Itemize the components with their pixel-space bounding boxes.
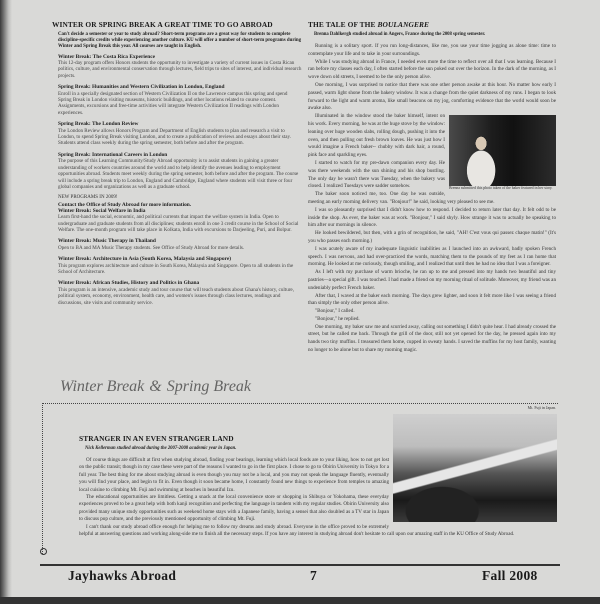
article-boulangere	[308, 20, 556, 355]
title-text: THE TALE OF THE	[308, 20, 378, 29]
baker-photo-figure	[449, 115, 556, 191]
paragraph: Running is a solitary sport. If you run long-distances, like me, you use your time jogging as alone time: time to contemplate your life and to take in your surroundings.	[308, 43, 556, 57]
footer-page-number: 7	[310, 568, 318, 583]
title-italic-text: BOULANGERE	[377, 20, 430, 29]
article-byline: Nick Kellerman studied abroad during the 2007-2008 academic year in Japan.	[85, 446, 237, 451]
program-description: Learn first-hand the social, economic, and political currents that impact the welfare system in India. Open to undergraduate and graduate students from all disciplines; students enroll in one 3 credit course in the School of Social Welfare. The one-month program will take place in Kolkata, India with excursions to Darjeeling, Puri, and Bolpur.	[58, 214, 299, 233]
paragraph: Of course things are difficult at first when studying abroad, finding your bearings, learning which local foods are to your liking, how to not get lost on the public transit; though in my case these were part of the reasons I wanted to go in the first place. I chose to go to Obirin University in Tokyo for a full year. The best thing for me about studying abroad is even though you may not be a local, and you may not speak the language fluently, eventually you will find your place, and begin to fit in. Even though it soon became home, I constantly found new things to experience from temples to amazing local cuisine to climbing Mt. Fuji and swimming at beaches in beautiful Izu.	[79, 457, 389, 493]
program-item	[58, 256, 302, 275]
program-description: Open to BA and MA Music Therapy students. See Office of Study Abroad for more details.	[58, 244, 245, 251]
paragraph: The baker soon noticed me, too. One day he was outside, meeting an early morning delivery van. "Bonjour!" he said, looking very pleased to see me.	[308, 191, 495, 205]
footer-issue: Fall 2008	[482, 568, 538, 583]
photo-caption: Brenna submitted this photo taken of the baker featured in her story.	[449, 186, 553, 191]
paragraph: I can't thank our study abroad office enough for helping me to follow my dreams and study abroad. Everyone in the office proved to be extremely helpful at answering questions and working along-side me to finish all the necessary steps. If you have any interest in studying abroad don't hesitate to call upon our amazing staff in the KU Office of Study Abroad.	[79, 523, 515, 538]
paragraph: One morning, I was surprised to notice that there was one other person awake at this hour. No matter how early I passed, warm light shone from the bakery window. It was a change from the quiet darkness of my runs. I began to look forward to the light and warm aroma, like small beacons on my jog, comforting evidence that the world would soon be awake also.	[308, 81, 556, 112]
watermark-spring-break: Spring Break	[166, 378, 252, 395]
article-stranger	[79, 406, 557, 538]
program-description: The London Review allows Honors Program and Department of English students to plan and research a visit to London, to spend Spring Break visiting London, and to create a publication of reviews and essays about their stay. Students attend class weekly during the spring semester, both before and after the program.	[58, 127, 291, 147]
program-item	[58, 121, 302, 147]
paragraph: After that, I waved at the baker each morning. The days grew lighter, and soon it felt more like I was seeing a friend than simply the only other person alive.	[308, 292, 556, 307]
program-description: Enroll in a specially designated section of Western Civilization II on the Lawrence campus this spring and spend Spring Break in London visiting museums, historic buildings, and other locations related to course content. Assignments, excursions and free-time activities will integrate Western Civilization II readings with London experiences.	[58, 90, 288, 116]
watermark-ampersand: &	[149, 378, 162, 395]
program-title: Spring Break: Humanities and Western Civilization in London, England	[58, 84, 225, 91]
program-item	[58, 84, 302, 116]
article-byline: Brenna Dahlkergh studied abroad in Angers, France during the 2008 spring semester.	[314, 32, 486, 37]
mt-fuji-photo-figure	[393, 414, 557, 522]
scan-edge-left	[0, 0, 12, 604]
program-item	[58, 152, 302, 190]
program-title: Winter Break: Music Therapy in Thailand	[58, 238, 156, 245]
new-programs-heading: NEW PROGRAMS IN 2009!	[58, 195, 118, 201]
paragraph: One morning, my baker saw me and scurried away, calling out something I didn't quite hear. I had already crossed the street, but he called me back. Through the grill of the door, still not yet opened for the day, he pressed again into my hands two tiny muffins. I treasured them home, cupped in sweaty hands. I saved the muffins for my host family, wanting no longer to be alone but to share my morning magic.	[308, 323, 556, 354]
article-title: WINTER OR SPRING BREAK A GREAT TIME TO GO ABROAD	[52, 20, 273, 29]
article-winter-spring-break	[52, 20, 302, 311]
paragraph: The educational opportunities are limitless. Getting a snack at the local convenience store or shopping in Shibuya or Yokohama, these everyday experiences proved to be a great help with both kanji recognition and perfecting the language in tandem with my regular studies. Obirin University also provided many unique study opportunities such as weekend home stays with a Japanese family, having a sensei that also doubled as a TV star in Japan to discuss pop culture, and the previously mentioned opportunity of climbing Mt. Fuji.	[79, 494, 389, 523]
paragraph: While I was studying abroad in France, I needed even more the time to reflect over all that I was learning. Because I ran before my classes each day, I often started before the sun poked out over the horizon. In the dark of the morning, as I wove down old streets, I seemed to be the only person alive.	[308, 58, 556, 81]
scan-edge-bottom	[0, 597, 600, 604]
program-item	[58, 280, 302, 306]
program-title: Winter Break: Architecture in Asia (South Korea, Malaysia and Singapore)	[58, 256, 232, 263]
footer-publication: Jayhawks Abroad	[68, 568, 177, 583]
program-description: The purpose of this Learning Community/Study Abroad opportunity is to assist students in gaining a greater understanding of workers countries around the world and to help identify the avenues leading to employment opportunities abroad. Students meet weekly during the spring semester, both before and after the program. The course will include a spring break trip to London, England and Cambridge, England where students will visit three or four global companies and organizations as well as a graduate school.	[58, 158, 299, 190]
article-intro: Can't decide a semester or year to study abroad? Short-term programs are a great way for students to complete discipline-specific credits while experiencing another culture. KU will offer a number of short-term programs during Winter and Spring Break this year. All courses are taught in English.	[58, 32, 302, 50]
program-title: Winter Break: Social Welfare in India	[58, 207, 146, 214]
program-item	[58, 208, 302, 234]
program-title: Winter Break: The Costa Rica Experience	[58, 53, 156, 60]
paragraph: He looked bewildered, but then, with a grin of recognition, he said, "AH! C'est vous qui passez chaque matin!" (It's you who passes each morning.)	[308, 230, 556, 244]
article-title	[308, 20, 556, 29]
mt-fuji-photo	[393, 414, 557, 522]
program-item	[58, 54, 302, 80]
paragraph: I started to watch for my pre-dawn companion every day. He was there weekends with the sun shining and his shop bustling. The only day he wasn't there was Tuesday, when the bakery was closed. I realized Tuesdays were sadder somehow.	[308, 159, 445, 190]
program-title: Spring Break: The London Review	[58, 121, 139, 128]
baker-photo	[449, 115, 556, 186]
article-title: STRANGER IN AN EVEN STRANGER LAND	[79, 434, 234, 443]
footer-rule	[40, 564, 560, 566]
program-title: Winter Break: African Studies, History and Politics in Ghana	[58, 280, 200, 287]
watermark-winter-break: Winter Break	[60, 378, 145, 395]
program-description: This 12-day program offers Honors students the opportunity to investigate a variety of current issues in Costa Rican politics, culture, and environmental conservation through lectures, field trips to sites of interest, and individual research projects.	[58, 60, 302, 79]
paragraph: I was acutely aware of my inadequate linguistic inabilities as I launched into an awkward, badly spoken French speech. I was nervous, and had over-practiced the words, matching them to the pounds of my feet as I ran home that morning. He looked at me curiously, though smiling, and I realized that until then he had no idea that I was a foreigner.	[308, 245, 556, 268]
article-stranger-box	[42, 403, 558, 554]
paragraph: "Bonjour," I called.	[315, 308, 355, 315]
watermark	[60, 376, 300, 398]
circle-ornament-icon	[40, 548, 47, 555]
program-description: This program explores architecture and culture in South Korea, Malaysia and Singapore. Open to all students in the School of Architecture.	[58, 262, 294, 275]
paragraph: I was so pleasantly surprised that I didn't know how to respond. I decided to return later that day. It felt odd to be inside the shop. As ever, the baker was at work. "Bonjour," I said shyly. How strange it was to actually be speaking to him after our mornings in silence.	[308, 206, 556, 229]
new-programs-contact: Contact the Office of Study Abroad for more information.	[58, 201, 192, 208]
paragraph: As I left with my purchase of warm brioche, he ran up to me and pressed into my hands two beautiful and tiny pastries—a special gift. I was touched. I had made a friend on my morning ritual of solitude. Moreover, my friend was an undeniably perfect French baker.	[308, 269, 556, 291]
program-title: Spring Break: International Careers in London	[58, 151, 168, 158]
program-description: This program is an intensive, academic study and tour course that will teach students about Ghana's history, culture, political system, economy, environment, health care, and women's issues through class lectures, readings and discussions, site visits and community service.	[58, 286, 294, 306]
paragraph: "Bonjour," he replied.	[315, 315, 360, 322]
program-item	[58, 238, 302, 251]
photo-caption: Mt. Fuji in Japan.	[527, 405, 556, 410]
paragraph: Illuminated in the window stood the baker himself, intent on his work. Every morning, he was at the huge stove by the window: leaning over huge wooden slabs, rolling dough, pushing it into the oven, and then pulling out fresh brown loaves. He was just how I would imagine a French baker-- chubby with dark hair, a round, pink face and sparkling eyes.	[308, 113, 445, 159]
